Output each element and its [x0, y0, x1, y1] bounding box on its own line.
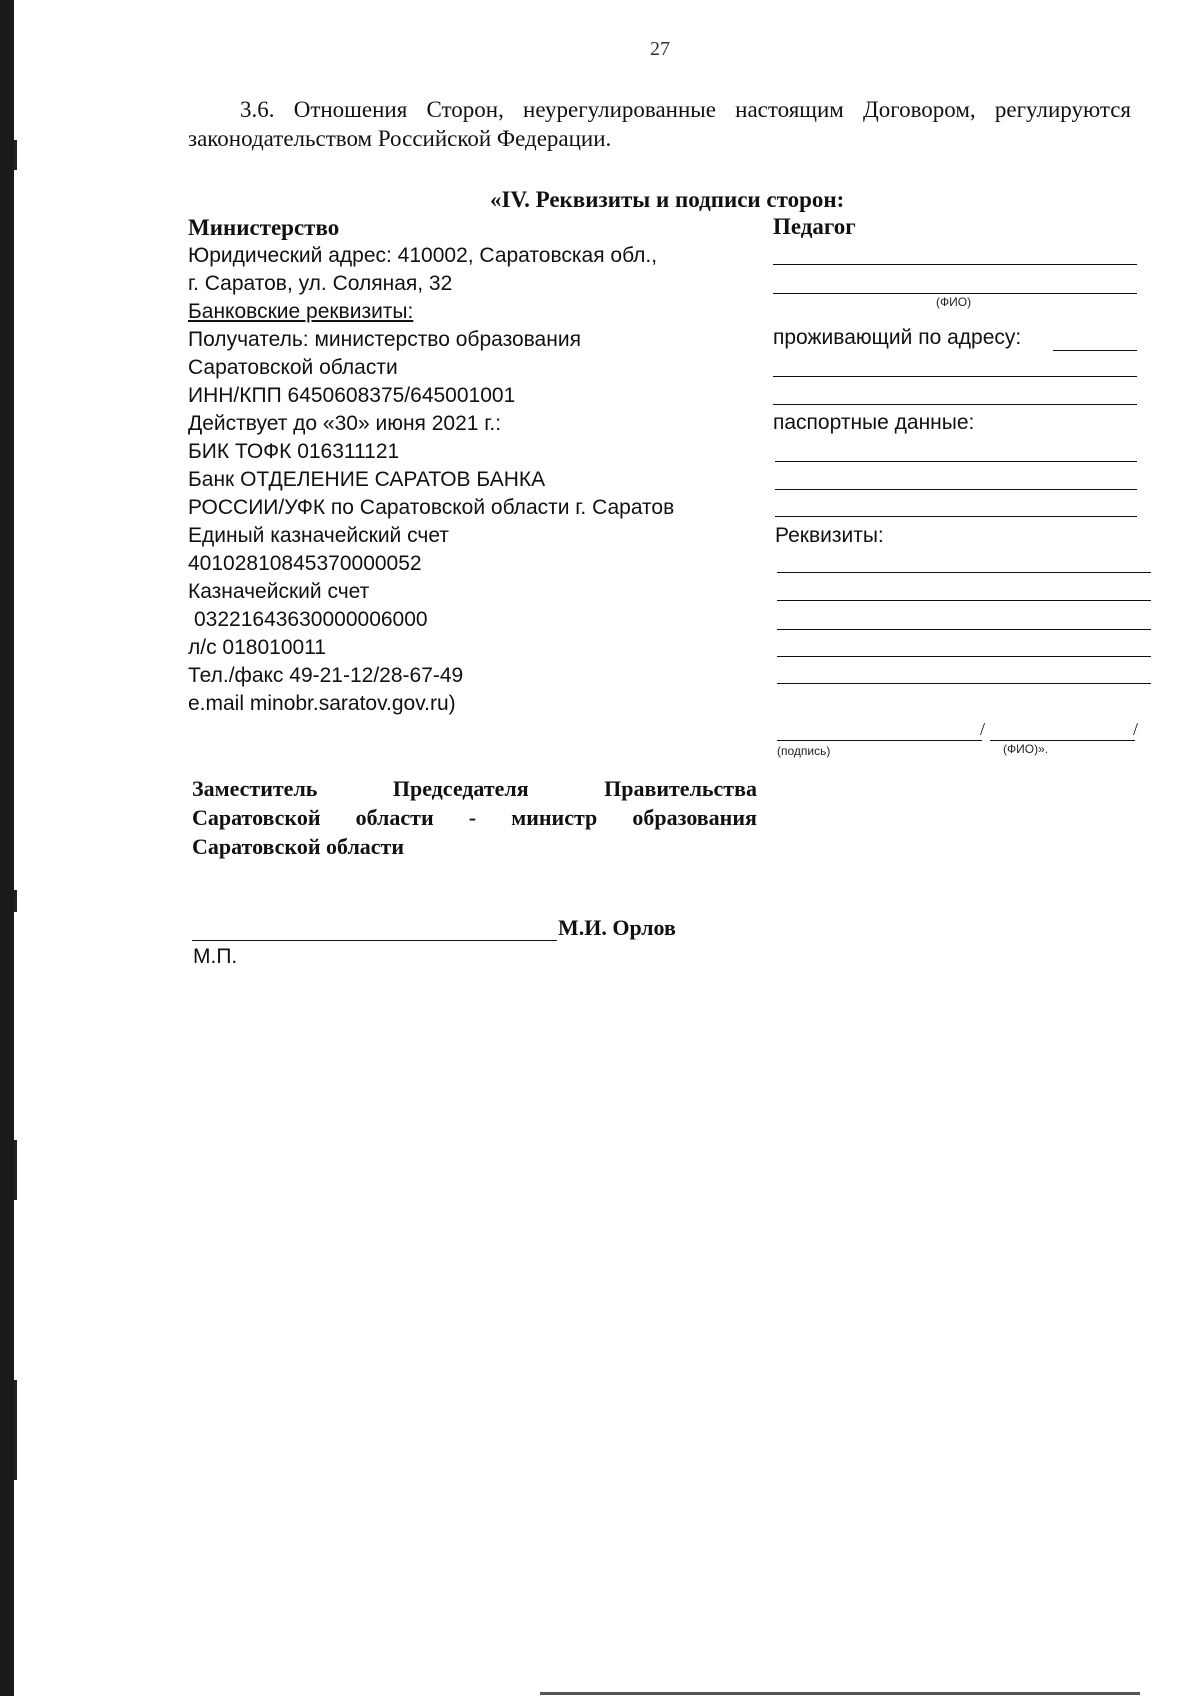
fio-line [773, 293, 1137, 294]
signatory-word: министр [511, 805, 598, 830]
signatory-word: Председателя [392, 776, 529, 801]
passport-line [775, 489, 1137, 490]
requisites-label: Реквизиты: [775, 524, 884, 547]
ministry-heading: Министерство [188, 215, 340, 240]
fio-end-line [990, 740, 1135, 741]
ministry-line: Казначейский счет [188, 580, 370, 603]
signatory-title-line [192, 774, 757, 803]
fio-line [773, 264, 1137, 265]
signatory-word: Заместитель [192, 776, 318, 801]
signer-name: М.И. Орлов [558, 915, 676, 940]
bank-details-heading: Банковские реквизиты: [188, 300, 414, 323]
scan-artifact [14, 140, 17, 170]
address-label: проживающий по адресу: [773, 326, 1022, 349]
teacher-heading: Педагог [773, 214, 856, 239]
ministry-line: БИК ТОФК 016311121 [188, 440, 400, 463]
ministry-line: Единый казначейский счет [188, 524, 449, 547]
signatory-title-line: Саратовской области [192, 834, 405, 859]
passport-label: паспортные данные: [773, 411, 975, 434]
signatory-word: образования [632, 805, 757, 830]
fio-end-label: (ФИО)». [1003, 742, 1049, 756]
ministry-line: Получатель: министерство образования [188, 328, 581, 351]
fio-end-slash: / [1133, 719, 1139, 739]
signatory-word: Правительства [604, 776, 757, 801]
minister-signature-line [192, 940, 557, 941]
address-line [773, 404, 1137, 405]
signature-line [777, 740, 982, 741]
ministry-line: Действует до «30» июня 2021 г.: [188, 412, 502, 435]
signatory-word: области [355, 805, 434, 830]
address-line [773, 376, 1137, 377]
requisites-line [777, 629, 1151, 630]
ministry-line: Юридический адрес: 410002, Саратовская обл., [188, 244, 658, 267]
ministry-line: РОССИИ/УФК по Саратовской области г. Саратов [188, 496, 675, 519]
paragraph-3-6: 3.6. Отношения Сторон, неурегулированные настоящим Договором, регулируются законодательством Российской Федерации. [188, 97, 1131, 151]
requisites-line [777, 600, 1151, 601]
signatory-word: Саратовской [192, 805, 321, 830]
signatory-title [192, 774, 757, 861]
requisites-line [777, 572, 1151, 573]
ministry-line: Тел./факс 49-21-12/28-67-49 [188, 664, 464, 687]
ministry-line: 40102810845370000052 [188, 552, 422, 575]
section-title: «IV. Реквизиты и подписи сторон: [490, 187, 845, 212]
scan-artifact [14, 1140, 17, 1200]
scan-artifact [540, 1692, 1140, 1695]
address-line [1053, 350, 1137, 351]
seal-mark: М.П. [193, 945, 238, 968]
scan-artifact [14, 1440, 17, 1480]
signature-slash: / [980, 719, 986, 739]
ministry-line: 03221643630000006000 [194, 608, 428, 631]
requisites-line [777, 656, 1151, 657]
scan-artifact [14, 890, 17, 912]
ministry-line: ИНН/КПП 6450608375/645001001 [188, 384, 516, 407]
ministry-line: Банк ОТДЕЛЕНИЕ САРАТОВ БАНКА [188, 468, 546, 491]
signatory-title-line [192, 803, 757, 832]
signature-label: (подпись) [777, 744, 831, 758]
scan-border [0, 0, 14, 1696]
ministry-line: л/с 018010011 [188, 636, 326, 659]
passport-line [775, 461, 1137, 462]
page-number: 27 [650, 38, 670, 60]
signatory-word: - [468, 805, 477, 830]
scan-artifact [14, 1380, 17, 1440]
requisites-line [777, 683, 1151, 684]
ministry-line: e.mail minobr.saratov.gov.ru) [188, 692, 456, 715]
ministry-block [188, 214, 748, 718]
ministry-line: Саратовской области [188, 356, 398, 379]
passport-line [775, 516, 1137, 517]
fio-label: (ФИО) [936, 295, 972, 309]
ministry-line: г. Саратов, ул. Соляная, 32 [188, 272, 453, 295]
